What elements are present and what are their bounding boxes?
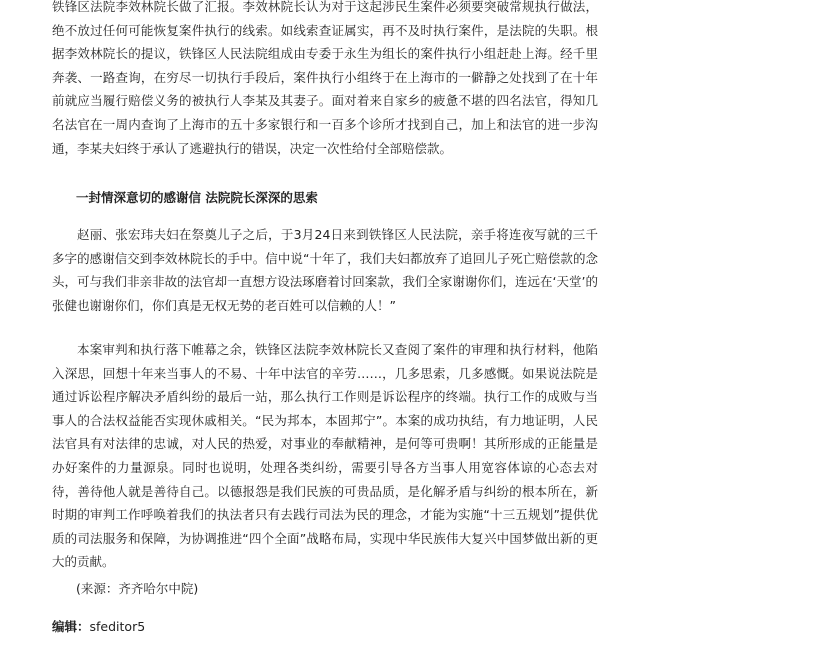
editor-label: 编辑： [52, 619, 90, 634]
article-paragraph: 赵丽、张宏玮夫妇在祭奠儿子之后，于3月24日来到铁锋区人民法院，亲手将连夜写就的三千多字的感谢信交到李效林院长的手中。信中说“十年了，我们夫妇都放弃了追回儿子死亡赔偿款的念头，可与我们非亲非故的法官却一直想方设法琢磨着讨回案款，我们全家谢谢你们，连远在‘天堂’的张健也谢谢你们，你们真是无权无势的老百姓可以信赖的人！” [52, 227, 598, 313]
section-heading: 一封情深意切的感谢信 法院院长深深的思索 [76, 190, 318, 205]
article-editor [52, 615, 145, 639]
article-paragraph: 本案审判和执行落下帷幕之余，铁锋区法院李效林院长又查阅了案件的审理和执行材料，他陷入深思，回想十年来当事人的不易、十年中法官的辛劳……，几多思索，几多感慨。如果说法院是通过诉讼程序解决矛盾纠纷的最后一站，那么执行工作则是诉讼程序的终端。执行工作的成败与当事人的合法权益能否实现休戚相关。“民为邦本，本固邦宁”。本案的成功执结，有力地证明，人民法官具有对法律的忠诚，对人民的热爱，对事业的奉献精神，是何等可贵啊！其所形成的正能量是办好案件的力量源泉。同时也说明，处理各类纠纷，需要引导各方当事人用宽容体谅的心态去对待，善待他人就是善待自己。以德报怨是我们民族的可贵品质，是化解矛盾与纠纷的根本所在，新时期的审判工作呼唤着我们的执法者只有去践行司法为民的理念，才能为实施“十三五规划”提供优质的司法服务和保障，为协调推进“四个全面”战略布局，实现中华民族伟大复兴中国梦做出新的更大的贡献。 [52, 342, 598, 570]
editor-name: sfeditor5 [89, 619, 146, 634]
article-source: (来源：齐齐哈尔中院) [76, 581, 199, 596]
article-paragraph: 铁锋区法院李效林院长做了汇报。李效林院长认为对于这起涉民生案件必须要突破常规执行做法，绝不放过任何可能恢复案件执行的线索。如线索查证属实，再不及时执行案件，是法院的失职。根据李效林院长的提议，铁锋区人民法院组成由专委于永生为组长的案件执行小组赶赴上海。经千里奔袭、一路查询，在穷尽一切执行手段后，案件执行小组终于在上海市的一僻静之处找到了在十年前就应当履行赔偿义务的被执行人李某及其妻子。面对着来自家乡的疲惫不堪的四名法官，得知几名法官在一周内查询了上海市的五十多家银行和一百多个诊所才找到自己，加上和法官的进一步沟通，李某夫妇终于承认了逃避执行的错误，决定一次性给付全部赔偿款。 [52, 0, 598, 156]
